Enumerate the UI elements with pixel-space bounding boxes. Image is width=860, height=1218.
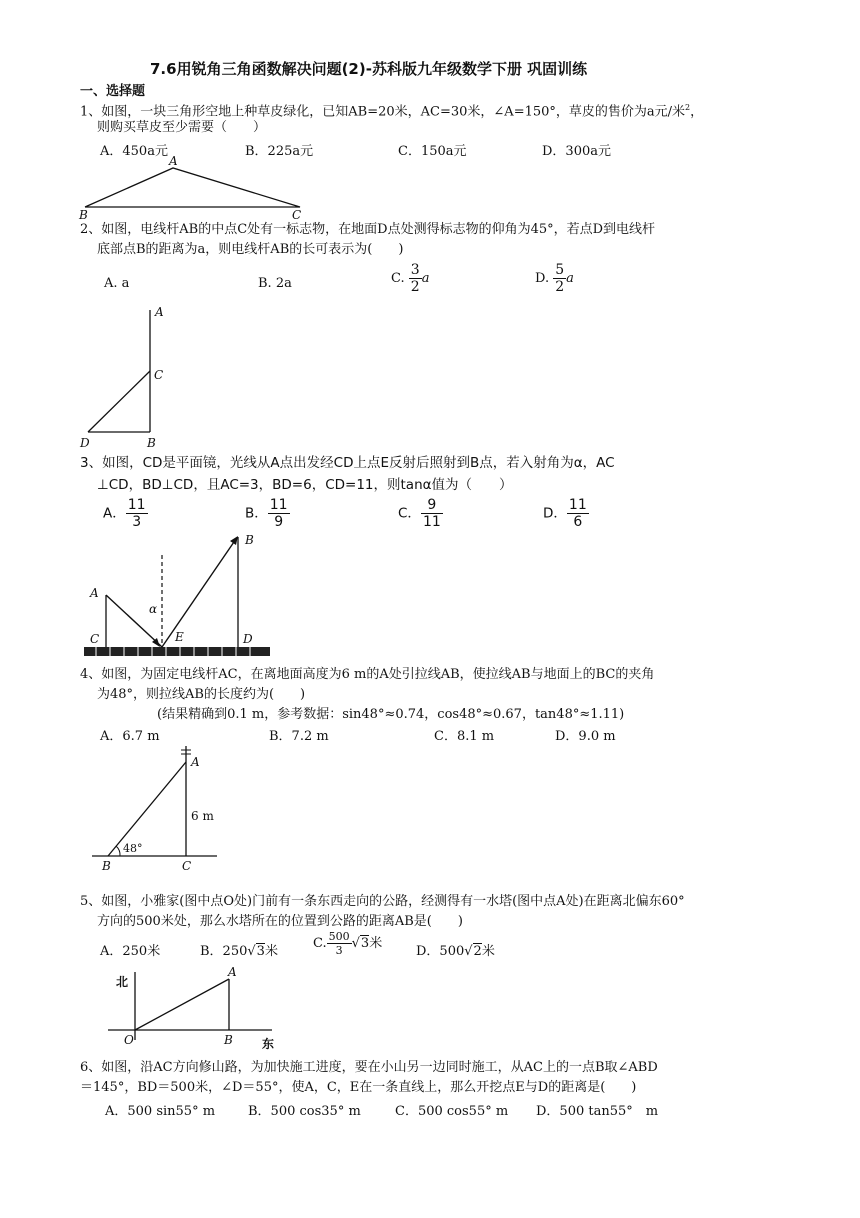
- q1-stem-line1: 1、如图，一块三角形空地上种草皮绿化，已知AB=20米，AC=30米，∠A=150°，草皮的售价为a元/米$^2$，: [80, 103, 704, 120]
- q6-option-b[interactable]: B．500 cos35° m: [248, 1104, 361, 1119]
- q1-option-c[interactable]: C．150a元: [398, 144, 467, 159]
- section-heading: 一、选择题: [80, 84, 146, 99]
- q1-label-c: C: [292, 208, 302, 222]
- q5-option-b[interactable]: B．250√3米: [200, 944, 278, 959]
- q5-label-b: B: [224, 1033, 233, 1047]
- q4-label-c: C: [182, 859, 192, 873]
- q6-option-c[interactable]: C．500 cos55° m: [395, 1104, 509, 1119]
- page-title: 7.6用锐角三角函数解决问题(2)-苏科版九年级数学下册 巩固训练: [150, 60, 588, 78]
- q2-option-b[interactable]: B. 2a: [258, 276, 292, 291]
- q1-label-a: A: [169, 155, 178, 168]
- q5-option-a[interactable]: A．250米: [100, 944, 161, 959]
- q2-label-b: B: [147, 436, 156, 450]
- q1-label-b: B: [79, 208, 88, 222]
- q5-stem-line2: 方向的500米处，那么水塔所在的位置到公路的距离AB是( ): [97, 914, 463, 929]
- q6-option-d[interactable]: D．500 tan55° m: [536, 1104, 659, 1119]
- q4-label-b: B: [102, 859, 111, 873]
- q5-stem-line1: 5、如图，小雅家(图中点O处)门前有一条东西走向的公路，经测得有一水塔(图中点A处)在距离北偏东60°: [80, 894, 685, 909]
- q6-stem-line2: ＝145°，BD＝500米，∠D＝55°，使A，C，E在一条直线上，那么开挖点E与D的距离是( ): [80, 1080, 637, 1095]
- q3-stem-line2: ⊥CD，BD⊥CD，且AC=3，BD=6，CD=11，则tanα值为（ ）: [97, 477, 513, 493]
- q5-option-c[interactable]: C. $\frac{500}{3}$ √3米: [313, 930, 383, 957]
- q1-stem-line2: 则购买草皮至少需要（ ）: [97, 120, 267, 135]
- q3-stem-line1: 3、如图，CD是平面镜，光线从A点出发经CD上点E反射后照射到B点，若入射角为α，AC: [80, 455, 615, 471]
- q4-figure: [90, 742, 230, 877]
- q4-option-d[interactable]: D．9.0 m: [555, 729, 616, 744]
- q4-stem-line3: (结果精确到0.1 m，参考数据：sin48°≈0.74，cos48°≈0.67，tan48°≈1.11): [157, 707, 625, 722]
- q4-stem-line2: 为48°，则拉线AB的长度约为( ): [97, 687, 306, 702]
- q5-figure: [100, 962, 285, 1052]
- q1-figure: [75, 155, 315, 225]
- q2-option-c[interactable]: C. $\frac{3}{2}$ a: [391, 262, 430, 295]
- q1-option-d[interactable]: D．300a元: [542, 144, 611, 159]
- q5-label-north: 北: [116, 975, 129, 989]
- q2-figure: [75, 300, 195, 455]
- q2-option-a[interactable]: A. a: [104, 276, 130, 291]
- q3-label-alpha: α: [149, 602, 158, 616]
- q4-stem-line1: 4、如图，为固定电线杆AC，在离地面高度为6 m的A处引拉线AB，使拉线AB与地面上的BC的夹角: [80, 667, 655, 682]
- q6-option-a[interactable]: A．500 sin55° m: [105, 1104, 216, 1119]
- q2-option-d[interactable]: D. $\frac{5}{2}$ a: [535, 262, 574, 295]
- q3-label-d: D: [243, 632, 253, 646]
- q3-option-d[interactable]: D． $\frac{11}{6}$: [543, 497, 587, 530]
- q4-option-b[interactable]: B．7.2 m: [269, 729, 329, 744]
- q3-figure: [80, 525, 280, 660]
- q3-option-b[interactable]: B． $\frac{11}{9}$: [245, 497, 288, 530]
- q5-label-east: 东: [262, 1037, 275, 1051]
- q4-label-height: 6 m: [191, 809, 214, 823]
- q4-label-a: A: [191, 755, 200, 769]
- q2-stem-line2: 底部点B的距离为a，则电线杆AB的长可表示为( ): [97, 242, 404, 257]
- q5-label-a: A: [228, 965, 237, 979]
- q2-stem-line1: 2、如图，电线杆AB的中点C处有一标志物，在地面D点处测得标志物的仰角为45°，若点D到电线杆: [80, 222, 656, 237]
- q6-stem-line1: 6、如图，沿AC方向修山路，为加快施工进度，要在小山另一边同时施工，从AC上的一点B取∠ABD: [80, 1060, 658, 1075]
- q4-label-angle: 48°: [123, 842, 143, 855]
- q2-label-a: A: [155, 305, 164, 319]
- q1-option-b[interactable]: B．225a元: [245, 144, 314, 159]
- q2-label-d: D: [80, 436, 90, 450]
- q3-label-e: E: [175, 630, 184, 644]
- q2-label-c: C: [154, 368, 164, 382]
- q5-option-d[interactable]: D．500√2米: [416, 944, 495, 959]
- q4-option-a[interactable]: A．6.7 m: [100, 729, 160, 744]
- q3-label-a: A: [90, 586, 99, 600]
- q1-option-a[interactable]: A．450a元: [100, 144, 168, 159]
- q5-label-o: O: [124, 1033, 134, 1047]
- q4-option-c[interactable]: C．8.1 m: [434, 729, 495, 744]
- q3-option-c[interactable]: C． $\frac{9}{11}$: [398, 497, 441, 530]
- q3-label-b: B: [245, 533, 254, 547]
- q3-option-a[interactable]: A． $\frac{11}{3}$: [103, 497, 146, 530]
- q3-label-c: C: [90, 632, 100, 646]
